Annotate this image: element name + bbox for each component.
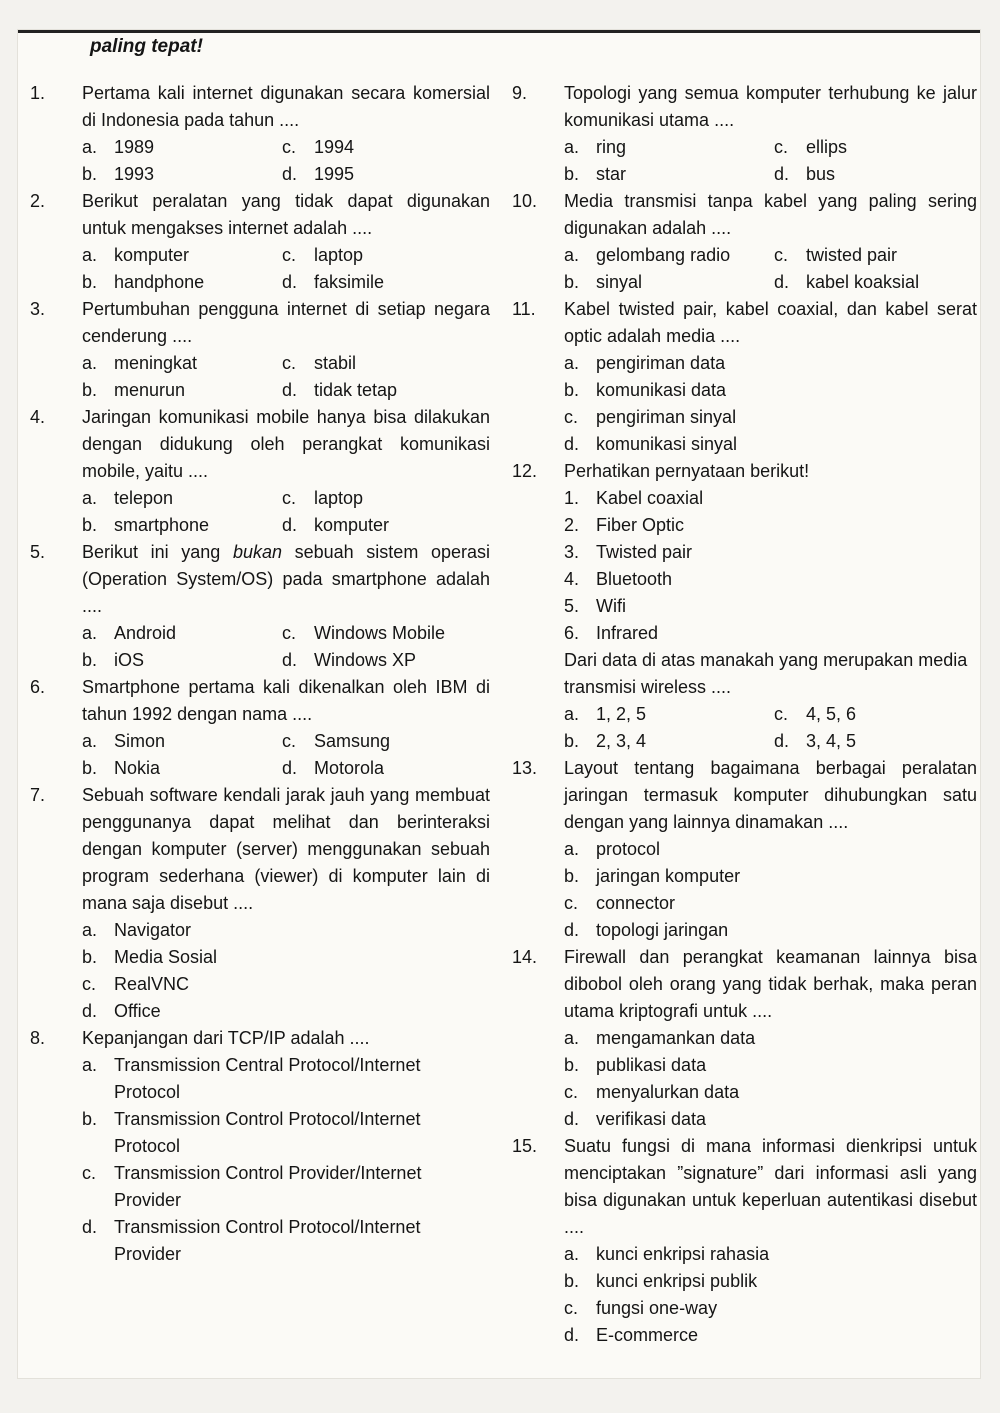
statement-text: Wifi xyxy=(596,596,626,616)
option-text: protocol xyxy=(596,839,661,859)
answer-option-a[interactable] xyxy=(564,1241,977,1268)
answer-option-b[interactable] xyxy=(82,1106,490,1160)
question-number: 13. xyxy=(512,758,538,778)
option-letter: b. xyxy=(82,380,98,400)
question-row xyxy=(30,539,490,620)
option-text: tidak tetap xyxy=(314,380,398,400)
option-text: telepon xyxy=(114,488,174,508)
statement-item xyxy=(564,485,977,512)
option-text: kabel koaksial xyxy=(806,272,920,292)
option-text: ellips xyxy=(806,137,848,157)
option-letter: a. xyxy=(82,920,98,940)
option-text: 1, 2, 5 xyxy=(596,704,647,724)
answer-option-a[interactable] xyxy=(82,917,490,944)
statement-number: 5. xyxy=(564,596,580,616)
option-text: smartphone xyxy=(114,515,210,535)
option-letter: d. xyxy=(282,272,298,292)
option-letter: b. xyxy=(82,947,98,967)
question-row xyxy=(512,80,977,134)
question-9 xyxy=(512,80,977,188)
answer-options xyxy=(564,1025,977,1133)
question-5 xyxy=(30,539,490,674)
option-text: connector xyxy=(596,893,676,913)
question-stem: Jaringan komunikasi mobile hanya bisa dilakukan dengan didukung oleh perangkat komunikasi mobile, yaitu .... xyxy=(82,407,490,481)
question-stem: Pertama kali internet digunakan secara komersial di Indonesia pada tahun .... xyxy=(82,83,490,130)
option-letter: c. xyxy=(282,623,297,643)
question-number: 2. xyxy=(30,191,46,211)
answer-option-b[interactable] xyxy=(564,161,774,188)
question-row xyxy=(512,944,977,1025)
answer-option-b[interactable] xyxy=(82,512,282,539)
option-letter: b. xyxy=(82,758,98,778)
option-letter: a. xyxy=(82,731,98,751)
answer-option-d[interactable] xyxy=(82,998,490,1025)
answer-option-b[interactable] xyxy=(82,944,490,971)
option-letter: c. xyxy=(282,137,297,157)
option-text: menyalurkan data xyxy=(596,1082,740,1102)
answer-options xyxy=(564,701,977,755)
option-text: Windows XP xyxy=(314,650,417,670)
option-text: 1993 xyxy=(114,164,155,184)
right-column xyxy=(512,80,977,1349)
option-letter: d. xyxy=(774,272,790,292)
question-row xyxy=(30,296,490,350)
answer-option-b[interactable] xyxy=(564,269,774,296)
answer-options xyxy=(82,485,490,539)
answer-option-c[interactable] xyxy=(774,242,974,269)
answer-option-c[interactable] xyxy=(82,971,490,998)
option-letter: c. xyxy=(564,893,579,913)
answer-option-d[interactable] xyxy=(564,431,977,458)
answer-option-a[interactable] xyxy=(82,1052,490,1106)
option-text: kunci enkripsi rahasia xyxy=(596,1244,770,1264)
option-letter: b. xyxy=(82,515,98,535)
question-11 xyxy=(512,296,977,458)
option-text: Office xyxy=(114,1001,161,1021)
option-text: komunikasi data xyxy=(596,380,727,400)
statement-item xyxy=(564,512,977,539)
answer-option-a[interactable] xyxy=(82,728,282,755)
answer-option-d[interactable] xyxy=(282,377,482,404)
answer-options xyxy=(82,1052,490,1268)
question-number: 11. xyxy=(512,299,536,319)
answer-option-c[interactable] xyxy=(774,134,974,161)
option-text: handphone xyxy=(114,272,205,292)
option-letter: c. xyxy=(282,353,297,373)
question-6 xyxy=(30,674,490,782)
answer-option-c[interactable] xyxy=(564,1295,977,1322)
option-text: laptop xyxy=(314,488,364,508)
option-letter: b. xyxy=(564,1271,580,1291)
option-text: Transmission Control Protocol/Internet Provider xyxy=(114,1217,421,1264)
answer-options xyxy=(564,1241,977,1349)
question-7 xyxy=(30,782,490,1025)
answer-option-b[interactable] xyxy=(564,1052,977,1079)
answer-option-c[interactable] xyxy=(282,485,482,512)
answer-option-c[interactable] xyxy=(82,1160,490,1214)
option-text: menurun xyxy=(114,380,186,400)
answer-option-d[interactable] xyxy=(82,1214,490,1268)
answer-option-d[interactable] xyxy=(282,647,482,674)
statement-text: Infrared xyxy=(596,623,659,643)
answer-options xyxy=(82,242,490,296)
question-13 xyxy=(512,755,977,944)
answer-option-b[interactable] xyxy=(82,269,282,296)
question-row xyxy=(30,188,490,242)
answer-option-a[interactable] xyxy=(564,836,977,863)
option-text: twisted pair xyxy=(806,245,898,265)
answer-option-d[interactable] xyxy=(564,917,977,944)
option-text: gelombang radio xyxy=(596,245,731,265)
question-row xyxy=(512,296,977,350)
statement-number: 4. xyxy=(564,569,580,589)
question-stem: Layout tentang bagaimana berbagai peralatan jaringan termasuk komputer dihubungkan satu dengan yang lainnya dinamakan .... xyxy=(564,758,977,832)
answer-options xyxy=(82,134,490,188)
option-text: komputer xyxy=(314,515,390,535)
question-row xyxy=(512,188,977,242)
option-text: laptop xyxy=(314,245,364,265)
answer-option-a[interactable] xyxy=(564,134,774,161)
question-stem: Suatu fungsi di mana informasi dienkripsi untuk menciptakan ”signature” dari informasi asli yang bisa digunakan untuk keperluan autentikasi disebut .... xyxy=(564,1136,977,1237)
option-letter: c. xyxy=(774,245,789,265)
answer-options xyxy=(82,917,490,1025)
option-letter: d. xyxy=(282,164,298,184)
answer-option-a[interactable] xyxy=(564,242,774,269)
option-text: 1994 xyxy=(314,137,355,157)
answer-option-c[interactable] xyxy=(564,404,977,431)
option-letter: d. xyxy=(282,650,298,670)
answer-option-d[interactable] xyxy=(774,269,974,296)
option-text: 3, 4, 5 xyxy=(806,731,857,751)
option-letter: c. xyxy=(282,488,297,508)
option-letter: d. xyxy=(564,920,580,940)
option-text: komunikasi sinyal xyxy=(596,434,738,454)
statement-number: 1. xyxy=(564,488,580,508)
option-text: Nokia xyxy=(114,758,161,778)
option-letter: b. xyxy=(564,1055,580,1075)
option-text: Navigator xyxy=(114,920,192,940)
option-text: Samsung xyxy=(314,731,391,751)
statement-number: 3. xyxy=(564,542,580,562)
option-text: 1995 xyxy=(314,164,355,184)
answer-options xyxy=(564,242,977,296)
answer-option-a[interactable] xyxy=(564,1025,977,1052)
answer-option-d[interactable] xyxy=(564,1322,977,1349)
question-stem: Firewall dan perangkat keamanan lainnya bisa dibobol oleh orang yang tidak berhak, maka peran utama kriptografi untuk .... xyxy=(564,947,977,1021)
option-text: meningkat xyxy=(114,353,198,373)
option-letter: d. xyxy=(564,1109,580,1129)
question-8 xyxy=(30,1025,490,1268)
answer-options xyxy=(82,620,490,674)
answer-option-a[interactable] xyxy=(82,620,282,647)
answer-option-d[interactable] xyxy=(564,1106,977,1133)
option-text: Transmission Control Protocol/Internet Protocol xyxy=(114,1109,421,1156)
option-letter: b. xyxy=(82,1109,98,1129)
option-text: Windows Mobile xyxy=(314,623,446,643)
answer-option-c[interactable] xyxy=(282,134,482,161)
answer-option-a[interactable] xyxy=(82,485,282,512)
question-row xyxy=(512,458,977,485)
answer-option-a[interactable] xyxy=(564,701,774,728)
option-text: sinyal xyxy=(596,272,643,292)
option-letter: d. xyxy=(82,1001,98,1021)
question-number: 8. xyxy=(30,1028,46,1048)
answer-option-b[interactable] xyxy=(82,161,282,188)
statement-item xyxy=(564,566,977,593)
question-number: 3. xyxy=(30,299,46,319)
option-letter: c. xyxy=(774,137,789,157)
question-row xyxy=(30,782,490,917)
option-text: Simon xyxy=(114,731,166,751)
answer-option-c[interactable] xyxy=(282,620,482,647)
option-letter: c. xyxy=(564,1298,579,1318)
answer-options xyxy=(564,836,977,944)
answer-option-b[interactable] xyxy=(82,755,282,782)
answer-options xyxy=(82,728,490,782)
option-text: Media Sosial xyxy=(114,947,218,967)
answer-option-b[interactable] xyxy=(564,377,977,404)
question-4 xyxy=(30,404,490,539)
answer-option-c[interactable] xyxy=(282,350,482,377)
option-letter: d. xyxy=(282,758,298,778)
option-letter: d. xyxy=(564,1325,580,1345)
option-letter: b. xyxy=(564,272,580,292)
answer-option-d[interactable] xyxy=(282,161,482,188)
option-text: Motorola xyxy=(314,758,385,778)
answer-options xyxy=(564,350,977,458)
question-row xyxy=(512,755,977,836)
option-text: pengiriman sinyal xyxy=(596,407,737,427)
question-row xyxy=(30,80,490,134)
answer-option-b[interactable] xyxy=(564,1268,977,1295)
option-letter: b. xyxy=(564,380,580,400)
option-letter: b. xyxy=(564,164,580,184)
option-letter: a. xyxy=(82,1055,98,1075)
question-row xyxy=(30,674,490,728)
answer-option-c[interactable] xyxy=(564,1079,977,1106)
option-letter: a. xyxy=(564,1028,580,1048)
option-text: topologi jaringan xyxy=(596,920,729,940)
question-row xyxy=(30,1025,490,1052)
option-letter: d. xyxy=(282,380,298,400)
option-letter: a. xyxy=(564,353,580,373)
option-text: komputer xyxy=(114,245,190,265)
statement-item xyxy=(564,539,977,566)
option-text: kunci enkripsi publik xyxy=(596,1271,758,1291)
question-stem: Berikut peralatan yang tidak dapat digunakan untuk mengakses internet adalah .... xyxy=(82,191,490,238)
question-number: 6. xyxy=(30,677,46,697)
question-14 xyxy=(512,944,977,1133)
question-follow-up: Dari data di atas manakah yang merupakan media transmisi wireless .... xyxy=(564,650,968,697)
option-letter: d. xyxy=(564,434,580,454)
answer-option-a[interactable] xyxy=(82,350,282,377)
question-2 xyxy=(30,188,490,296)
answer-option-d[interactable] xyxy=(282,512,482,539)
question-number: 15. xyxy=(512,1136,538,1156)
option-text: 2, 3, 4 xyxy=(596,731,647,751)
answer-option-d[interactable] xyxy=(282,269,482,296)
option-text: star xyxy=(596,164,627,184)
answer-option-b[interactable] xyxy=(564,728,774,755)
question-number: 14. xyxy=(512,947,538,967)
option-text: ring xyxy=(596,137,627,157)
statement-list xyxy=(564,485,977,647)
answer-options xyxy=(82,350,490,404)
option-letter: c. xyxy=(774,704,789,724)
answer-option-b[interactable] xyxy=(82,647,282,674)
option-letter: b. xyxy=(82,272,98,292)
option-text: stabil xyxy=(314,353,357,373)
answer-option-d[interactable] xyxy=(774,728,974,755)
option-letter: a. xyxy=(564,1244,580,1264)
option-text: jaringan komputer xyxy=(596,866,741,886)
question-number: 9. xyxy=(512,83,528,103)
answer-option-c[interactable] xyxy=(564,890,977,917)
option-text: fungsi one-way xyxy=(596,1298,718,1318)
statement-text: Twisted pair xyxy=(596,542,693,562)
option-letter: b. xyxy=(564,866,580,886)
question-number: 12. xyxy=(512,461,538,481)
option-letter: c. xyxy=(282,731,297,751)
question-number: 4. xyxy=(30,407,46,427)
question-number: 5. xyxy=(30,542,46,562)
question-stem: Pertumbuhan pengguna internet di setiap negara cenderung .... xyxy=(82,299,490,346)
option-letter: d. xyxy=(82,1217,98,1237)
question-row xyxy=(512,1133,977,1241)
question-number: 1. xyxy=(30,83,46,103)
question-number: 10. xyxy=(512,191,538,211)
question-10 xyxy=(512,188,977,296)
option-text: 1989 xyxy=(114,137,155,157)
option-text: Android xyxy=(114,623,177,643)
option-text: bus xyxy=(806,164,836,184)
option-text: RealVNC xyxy=(114,974,190,994)
question-stem: Perhatikan pernyataan berikut! xyxy=(564,461,810,481)
question-number: 7. xyxy=(30,785,46,805)
option-text: E-commerce xyxy=(596,1325,699,1345)
option-letter: b. xyxy=(82,650,98,670)
answer-option-c[interactable] xyxy=(774,701,974,728)
question-row xyxy=(30,404,490,485)
question-3 xyxy=(30,296,490,404)
option-text: 4, 5, 6 xyxy=(806,704,857,724)
answer-options xyxy=(564,134,977,188)
option-letter: a. xyxy=(564,839,580,859)
left-column xyxy=(30,80,490,1268)
option-text: iOS xyxy=(114,650,145,670)
answer-option-d[interactable] xyxy=(774,161,974,188)
answer-option-b[interactable] xyxy=(564,863,977,890)
option-letter: a. xyxy=(82,353,98,373)
option-text: verifikasi data xyxy=(596,1109,707,1129)
answer-option-d[interactable] xyxy=(282,755,482,782)
question-stem: Berikut ini yang bukan sebuah sistem operasi (Operation System/OS) pada smartphone adalah .... xyxy=(82,542,490,616)
statement-number: 6. xyxy=(564,623,580,643)
question-1 xyxy=(30,80,490,188)
option-text: mengamankan data xyxy=(596,1028,756,1048)
option-text: Transmission Central Protocol/Internet Protocol xyxy=(114,1055,421,1102)
option-letter: d. xyxy=(282,515,298,535)
option-text: Transmission Control Provider/Internet Provider xyxy=(114,1163,422,1210)
statement-number: 2. xyxy=(564,515,580,535)
answer-option-a[interactable] xyxy=(82,242,282,269)
statement-item xyxy=(564,593,977,620)
question-stem: Topologi yang semua komputer terhubung ke jalur komunikasi utama .... xyxy=(564,83,977,130)
question-stem: Kabel twisted pair, kabel coaxial, dan kabel serat optic adalah media .... xyxy=(564,299,977,346)
option-letter: a. xyxy=(564,704,580,724)
question-stem: Media transmisi tanpa kabel yang paling sering digunakan adalah .... xyxy=(564,191,977,238)
option-letter: b. xyxy=(82,164,98,184)
option-letter: b. xyxy=(564,731,580,751)
option-letter: a. xyxy=(82,245,98,265)
answer-option-c[interactable] xyxy=(282,728,482,755)
question-12 xyxy=(512,458,977,755)
option-letter: d. xyxy=(774,731,790,751)
statement-text: Bluetooth xyxy=(596,569,673,589)
question-stem: Kepanjangan dari TCP/IP adalah .... xyxy=(82,1028,370,1048)
question-15 xyxy=(512,1133,977,1349)
option-letter: a. xyxy=(82,137,98,157)
option-text: publikasi data xyxy=(596,1055,707,1075)
question-stem: Smartphone pertama kali dikenalkan oleh IBM di tahun 1992 dengan nama .... xyxy=(82,677,490,724)
option-text: pengiriman data xyxy=(596,353,726,373)
answer-option-a[interactable] xyxy=(564,350,977,377)
option-letter: c. xyxy=(82,1163,97,1183)
answer-option-a[interactable] xyxy=(82,134,282,161)
answer-option-c[interactable] xyxy=(282,242,482,269)
option-text: faksimile xyxy=(314,272,385,292)
answer-option-b[interactable] xyxy=(82,377,282,404)
question-stem: Sebuah software kendali jarak jauh yang membuat penggunanya dapat melihat dan berinteraksi dengan komputer (server) menggunakan sebuah program sederhana (viewer) di komputer lain di mana saja disebut .... xyxy=(82,785,490,913)
option-letter: c. xyxy=(282,245,297,265)
option-letter: a. xyxy=(564,245,580,265)
statement-text: Kabel coaxial xyxy=(596,488,704,508)
statement-text: Fiber Optic xyxy=(596,515,685,535)
option-letter: a. xyxy=(82,623,98,643)
option-letter: c. xyxy=(82,974,97,994)
option-letter: c. xyxy=(564,407,579,427)
option-letter: a. xyxy=(564,137,580,157)
instruction-header: paling tepat! xyxy=(90,36,203,57)
option-letter: c. xyxy=(564,1082,579,1102)
statement-item xyxy=(564,620,977,647)
option-letter: a. xyxy=(82,488,98,508)
option-letter: d. xyxy=(774,164,790,184)
